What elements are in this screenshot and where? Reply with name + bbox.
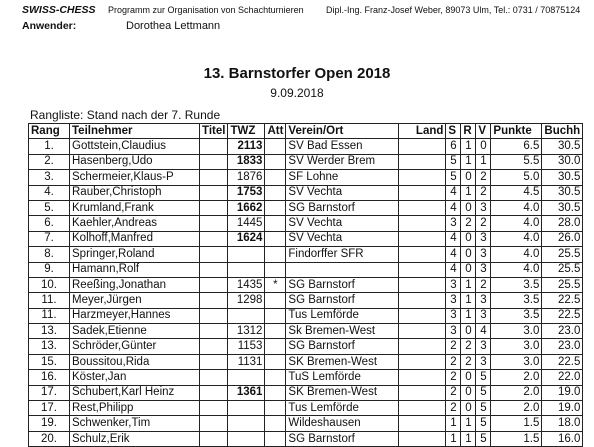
cell-verein: SG Barnstorf xyxy=(286,339,399,354)
cell-s: 4 xyxy=(446,247,461,262)
cell-teilnehmer: Hasenberg,Udo xyxy=(70,154,200,169)
cell-titel xyxy=(200,308,228,323)
cell-r: 2 xyxy=(461,354,476,369)
cell-titel xyxy=(200,200,228,215)
cell-r: 0 xyxy=(461,262,476,277)
cell-att xyxy=(265,324,286,339)
cell-buchh: 16.0 xyxy=(542,431,583,446)
cell-twz: 1131 xyxy=(228,354,265,369)
cell-titel xyxy=(200,216,228,231)
table-row xyxy=(29,139,583,154)
cell-land xyxy=(399,231,446,246)
cell-teilnehmer: Gottstein,Claudius xyxy=(70,139,200,154)
cell-s: 3 xyxy=(446,277,461,292)
cell-r: 1 xyxy=(461,308,476,323)
cell-land xyxy=(399,324,446,339)
table-row xyxy=(29,324,583,339)
cell-verein xyxy=(286,262,399,277)
cell-titel xyxy=(200,170,228,185)
cell-att xyxy=(265,170,286,185)
cell-verein: TuS Lemförde xyxy=(286,370,399,385)
col-header-land: Land xyxy=(399,124,446,139)
cell-rang: 4. xyxy=(29,185,70,200)
cell-punkte: 5.5 xyxy=(491,154,542,169)
cell-s: 2 xyxy=(446,401,461,416)
cell-teilnehmer: Rauber,Christoph xyxy=(70,185,200,200)
cell-teilnehmer: Meyer,Jürgen xyxy=(70,293,200,308)
cell-v: 3 xyxy=(476,308,491,323)
cell-buchh: 22.5 xyxy=(542,354,583,369)
cell-s: 2 xyxy=(446,385,461,400)
cell-att xyxy=(265,200,286,215)
cell-buchh: 23.0 xyxy=(542,339,583,354)
cell-verein: SK Bremen-West xyxy=(286,385,399,400)
table-row xyxy=(29,154,583,169)
cell-punkte: 2.0 xyxy=(491,401,542,416)
cell-v: 5 xyxy=(476,416,491,431)
cell-titel xyxy=(200,431,228,446)
cell-twz xyxy=(228,247,265,262)
cell-verein: Wildeshausen xyxy=(286,416,399,431)
tournament-title: 13. Barnstorfer Open 2018 xyxy=(203,65,391,82)
cell-v: 3 xyxy=(476,354,491,369)
cell-titel xyxy=(200,154,228,169)
cell-v: 5 xyxy=(476,431,491,446)
cell-r: 1 xyxy=(461,293,476,308)
cell-r: 2 xyxy=(461,339,476,354)
cell-buchh: 30.5 xyxy=(542,200,583,215)
cell-v: 5 xyxy=(476,401,491,416)
cell-verein: SV Bad Essen xyxy=(286,139,399,154)
cell-verein: SK Bremen-West xyxy=(286,354,399,369)
cell-buchh: 19.0 xyxy=(542,385,583,400)
cell-r: 0 xyxy=(461,170,476,185)
cell-twz xyxy=(228,262,265,277)
cell-teilnehmer: Köster,Jan xyxy=(70,370,200,385)
cell-verein: Tus Lemförde xyxy=(286,308,399,323)
cell-s: 3 xyxy=(446,308,461,323)
cell-v: 3 xyxy=(476,293,491,308)
cell-rang: 11. xyxy=(29,308,70,323)
cell-titel xyxy=(200,231,228,246)
table-header-row xyxy=(29,124,583,139)
cell-s: 4 xyxy=(446,231,461,246)
cell-buchh: 30.5 xyxy=(542,139,583,154)
cell-v: 5 xyxy=(476,370,491,385)
cell-v: 3 xyxy=(476,200,491,215)
cell-teilnehmer: Sadek,Etienne xyxy=(70,324,200,339)
cell-verein: Sk Bremen-West xyxy=(286,324,399,339)
cell-r: 1 xyxy=(461,139,476,154)
col-header-buchh: Buchh xyxy=(542,124,583,139)
cell-titel xyxy=(200,339,228,354)
table-row xyxy=(29,277,583,292)
cell-att xyxy=(265,139,286,154)
ranking-table xyxy=(28,123,583,447)
table-body xyxy=(29,139,583,447)
cell-att xyxy=(265,185,286,200)
table-row xyxy=(29,185,583,200)
cell-land xyxy=(399,154,446,169)
cell-r: 0 xyxy=(461,200,476,215)
col-header-r: R xyxy=(461,124,476,139)
cell-s: 1 xyxy=(446,431,461,446)
cell-teilnehmer: Krumland,Frank xyxy=(70,200,200,215)
cell-verein: SG Barnstorf xyxy=(286,277,399,292)
cell-r: 0 xyxy=(461,231,476,246)
cell-punkte: 5.0 xyxy=(491,170,542,185)
cell-r: 1 xyxy=(461,431,476,446)
cell-rang: 15. xyxy=(29,354,70,369)
cell-rang: 3. xyxy=(29,170,70,185)
user-row xyxy=(22,20,588,36)
cell-punkte: 1.5 xyxy=(491,431,542,446)
cell-rang: 13. xyxy=(29,339,70,354)
table-row xyxy=(29,170,583,185)
table-row xyxy=(29,354,583,369)
cell-buchh: 23.0 xyxy=(542,324,583,339)
cell-titel xyxy=(200,277,228,292)
cell-teilnehmer: Schulz,Erik xyxy=(70,431,200,446)
table-row xyxy=(29,200,583,215)
cell-v: 3 xyxy=(476,339,491,354)
cell-punkte: 3.0 xyxy=(491,354,542,369)
cell-rang: 2. xyxy=(29,154,70,169)
cell-twz xyxy=(228,370,265,385)
cell-s: 5 xyxy=(446,154,461,169)
ranking-subtitle: Rangliste: Stand nach der 7. Runde xyxy=(30,108,221,122)
col-header-verein: Verein/Ort xyxy=(286,124,399,139)
cell-r: 2 xyxy=(461,216,476,231)
cell-titel xyxy=(200,401,228,416)
cell-land xyxy=(399,308,446,323)
cell-v: 1 xyxy=(476,154,491,169)
cell-twz xyxy=(228,416,265,431)
cell-twz: 1833 xyxy=(228,154,265,169)
cell-titel xyxy=(200,262,228,277)
cell-verein: SV Vechta xyxy=(286,185,399,200)
cell-twz xyxy=(228,431,265,446)
cell-teilnehmer: Reeßing,Jonathan xyxy=(70,277,200,292)
cell-twz xyxy=(228,401,265,416)
cell-punkte: 3.5 xyxy=(491,293,542,308)
cell-teilnehmer: Schermeier,Klaus-P xyxy=(70,170,200,185)
cell-punkte: 3.5 xyxy=(491,308,542,323)
col-header-twz: TWZ xyxy=(228,124,265,139)
cell-s: 2 xyxy=(446,354,461,369)
cell-r: 0 xyxy=(461,401,476,416)
cell-s: 2 xyxy=(446,370,461,385)
cell-buchh: 30.5 xyxy=(542,185,583,200)
cell-att xyxy=(265,262,286,277)
col-header-rang: Rang xyxy=(29,124,70,139)
table-row xyxy=(29,231,583,246)
cell-twz: 1298 xyxy=(228,293,265,308)
cell-rang: 10. xyxy=(29,277,70,292)
cell-buchh: 25.5 xyxy=(542,247,583,262)
cell-rang: 6. xyxy=(29,216,70,231)
cell-punkte: 4.0 xyxy=(491,262,542,277)
table-row xyxy=(29,216,583,231)
cell-twz: 1153 xyxy=(228,339,265,354)
cell-twz: 1753 xyxy=(228,185,265,200)
cell-s: 4 xyxy=(446,200,461,215)
cell-r: 1 xyxy=(461,154,476,169)
cell-r: 0 xyxy=(461,385,476,400)
cell-titel xyxy=(200,185,228,200)
cell-buchh: 19.0 xyxy=(542,401,583,416)
cell-titel xyxy=(200,416,228,431)
cell-verein: SG Barnstorf xyxy=(286,293,399,308)
cell-v: 2 xyxy=(476,185,491,200)
cell-buchh: 18.0 xyxy=(542,416,583,431)
cell-titel xyxy=(200,324,228,339)
table-row xyxy=(29,385,583,400)
cell-verein: SG Barnstorf xyxy=(286,431,399,446)
cell-land xyxy=(399,370,446,385)
table-row xyxy=(29,431,583,446)
cell-verein: Tus Lemförde xyxy=(286,401,399,416)
cell-teilnehmer: Harzmeyer,Hannes xyxy=(70,308,200,323)
cell-s: 1 xyxy=(446,416,461,431)
cell-rang: 1. xyxy=(29,139,70,154)
cell-punkte: 3.0 xyxy=(491,324,542,339)
cell-twz: 1361 xyxy=(228,385,265,400)
cell-punkte: 6.5 xyxy=(491,139,542,154)
cell-rang: 9. xyxy=(29,262,70,277)
cell-att xyxy=(265,385,286,400)
table-row xyxy=(29,370,583,385)
cell-rang: 17. xyxy=(29,385,70,400)
cell-verein: Findorffer SFR xyxy=(286,247,399,262)
col-header-teilnehmer: Teilnehmer xyxy=(70,124,200,139)
cell-titel xyxy=(200,385,228,400)
cell-land xyxy=(399,170,446,185)
cell-twz: 1876 xyxy=(228,170,265,185)
cell-r: 0 xyxy=(461,370,476,385)
cell-att xyxy=(265,231,286,246)
cell-v: 3 xyxy=(476,231,491,246)
cell-land xyxy=(399,247,446,262)
cell-punkte: 2.0 xyxy=(491,370,542,385)
cell-twz: 2113 xyxy=(228,139,265,154)
col-header-s: S xyxy=(446,124,461,139)
cell-teilnehmer: Rest,Philipp xyxy=(70,401,200,416)
cell-punkte: 3.0 xyxy=(491,339,542,354)
cell-rang: 16. xyxy=(29,370,70,385)
user-name: Dorothea Lettmann xyxy=(126,20,221,32)
cell-rang: 7. xyxy=(29,231,70,246)
table-row xyxy=(29,308,583,323)
cell-r: 0 xyxy=(461,324,476,339)
cell-twz: 1312 xyxy=(228,324,265,339)
cell-verein: SF Lohne xyxy=(286,170,399,185)
cell-s: 2 xyxy=(446,339,461,354)
cell-buchh: 25.5 xyxy=(542,262,583,277)
cell-punkte: 4.5 xyxy=(491,185,542,200)
cell-att xyxy=(265,293,286,308)
cell-r: 1 xyxy=(461,416,476,431)
cell-verein: SV Werder Brem xyxy=(286,154,399,169)
cell-r: 1 xyxy=(461,277,476,292)
cell-punkte: 2.0 xyxy=(491,385,542,400)
cell-teilnehmer: Boussitou,Rida xyxy=(70,354,200,369)
cell-land xyxy=(399,277,446,292)
cell-punkte: 4.0 xyxy=(491,231,542,246)
cell-land xyxy=(399,262,446,277)
cell-rang: 8. xyxy=(29,247,70,262)
cell-buchh: 30.0 xyxy=(542,154,583,169)
cell-titel xyxy=(200,139,228,154)
cell-rang: 19. xyxy=(29,416,70,431)
cell-v: 4 xyxy=(476,324,491,339)
cell-s: 5 xyxy=(446,170,461,185)
cell-land xyxy=(399,416,446,431)
col-header-att: Att xyxy=(265,124,286,139)
table-row xyxy=(29,339,583,354)
cell-teilnehmer: Schwenker,Tim xyxy=(70,416,200,431)
cell-land xyxy=(399,293,446,308)
cell-buchh: 28.0 xyxy=(542,216,583,231)
cell-att: * xyxy=(265,277,286,292)
cell-buchh: 22.5 xyxy=(542,308,583,323)
cell-buchh: 25.5 xyxy=(542,277,583,292)
program-row xyxy=(22,4,588,20)
cell-v: 2 xyxy=(476,277,491,292)
cell-land xyxy=(399,216,446,231)
cell-s: 4 xyxy=(446,185,461,200)
cell-land xyxy=(399,200,446,215)
cell-s: 3 xyxy=(446,216,461,231)
cell-verein: SV Vechta xyxy=(286,231,399,246)
cell-r: 0 xyxy=(461,247,476,262)
tournament-date: 9.09.2018 xyxy=(270,86,324,100)
cell-titel xyxy=(200,293,228,308)
cell-att xyxy=(265,431,286,446)
cell-r: 1 xyxy=(461,185,476,200)
cell-twz: 1662 xyxy=(228,200,265,215)
col-header-titel: Titel xyxy=(200,124,228,139)
cell-land xyxy=(399,385,446,400)
cell-land xyxy=(399,431,446,446)
cell-teilnehmer: Kaehler,Andreas xyxy=(70,216,200,231)
col-header-punkte: Punkte xyxy=(491,124,542,139)
cell-att xyxy=(265,154,286,169)
cell-att xyxy=(265,216,286,231)
cell-rang: 20. xyxy=(29,431,70,446)
cell-buchh: 22.5 xyxy=(542,293,583,308)
cell-teilnehmer: Schröder,Günter xyxy=(70,339,200,354)
cell-att xyxy=(265,339,286,354)
table-row xyxy=(29,416,583,431)
program-contact: Dipl.-Ing. Franz-Josef Weber, 89073 Ulm, Tel.: 0731 / 70875124 xyxy=(326,5,581,15)
cell-twz: 1445 xyxy=(228,216,265,231)
cell-titel xyxy=(200,247,228,262)
cell-v: 2 xyxy=(476,216,491,231)
user-label: Anwender: xyxy=(22,20,77,32)
cell-twz xyxy=(228,308,265,323)
cell-buchh: 26.0 xyxy=(542,231,583,246)
cell-s: 3 xyxy=(446,293,461,308)
cell-teilnehmer: Springer,Roland xyxy=(70,247,200,262)
cell-punkte: 4.0 xyxy=(491,216,542,231)
table-row xyxy=(29,247,583,262)
cell-rang: 11. xyxy=(29,293,70,308)
cell-rang: 13. xyxy=(29,324,70,339)
cell-v: 0 xyxy=(476,139,491,154)
cell-punkte: 3.5 xyxy=(491,277,542,292)
col-header-v: V xyxy=(476,124,491,139)
cell-land xyxy=(399,139,446,154)
cell-teilnehmer: Schubert,Karl Heinz xyxy=(70,385,200,400)
cell-s: 3 xyxy=(446,324,461,339)
cell-att xyxy=(265,354,286,369)
cell-land xyxy=(399,401,446,416)
cell-verein: SG Barnstorf xyxy=(286,200,399,215)
cell-punkte: 4.0 xyxy=(491,247,542,262)
cell-twz: 1435 xyxy=(228,277,265,292)
table-row xyxy=(29,293,583,308)
cell-land xyxy=(399,185,446,200)
program-name: SWISS-CHESS xyxy=(22,4,96,16)
cell-att xyxy=(265,247,286,262)
table-row xyxy=(29,262,583,277)
cell-titel xyxy=(200,370,228,385)
cell-punkte: 4.0 xyxy=(491,200,542,215)
program-description: Programm zur Organisation von Schachturnieren xyxy=(108,5,304,15)
cell-teilnehmer: Hamann,Rolf xyxy=(70,262,200,277)
cell-att xyxy=(265,416,286,431)
cell-att xyxy=(265,370,286,385)
cell-verein: SV Vechta xyxy=(286,216,399,231)
cell-v: 5 xyxy=(476,385,491,400)
cell-rang: 5. xyxy=(29,200,70,215)
cell-twz: 1624 xyxy=(228,231,265,246)
cell-land xyxy=(399,354,446,369)
cell-punkte: 1.5 xyxy=(491,416,542,431)
cell-titel xyxy=(200,354,228,369)
cell-buchh: 30.5 xyxy=(542,170,583,185)
cell-att xyxy=(265,401,286,416)
cell-land xyxy=(399,339,446,354)
cell-s: 6 xyxy=(446,139,461,154)
table-row xyxy=(29,401,583,416)
cell-rang: 17. xyxy=(29,401,70,416)
cell-buchh: 22.0 xyxy=(542,370,583,385)
cell-v: 3 xyxy=(476,262,491,277)
document-header xyxy=(22,4,588,36)
cell-s: 4 xyxy=(446,262,461,277)
cell-att xyxy=(265,308,286,323)
cell-v: 3 xyxy=(476,247,491,262)
cell-teilnehmer: Kolhoff,Manfred xyxy=(70,231,200,246)
cell-v: 2 xyxy=(476,170,491,185)
